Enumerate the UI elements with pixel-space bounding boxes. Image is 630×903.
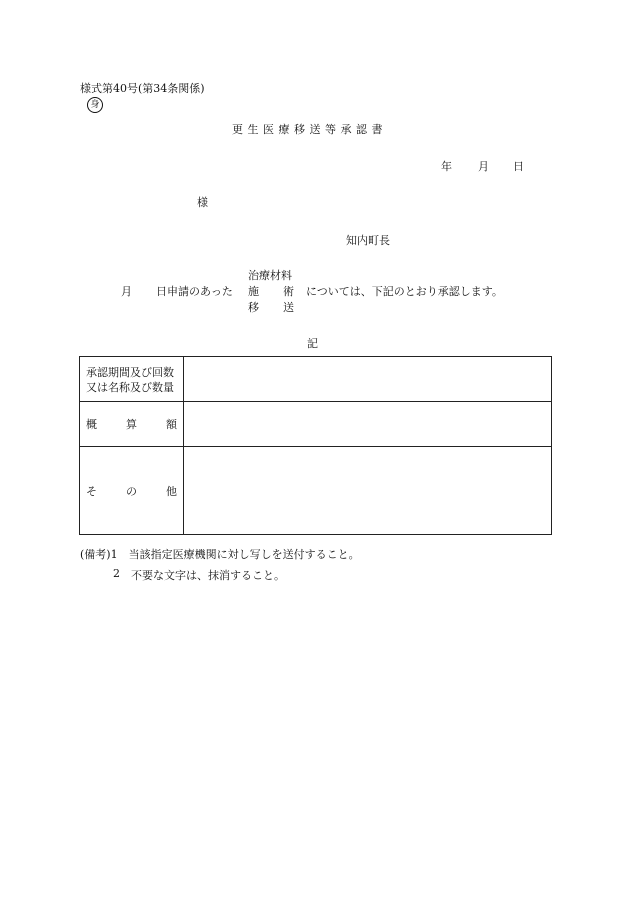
remarks-note-2-number: 2 [113, 567, 120, 580]
table-row-period-quantity [80, 357, 551, 402]
option-procedure [248, 283, 294, 299]
label-cell [80, 447, 184, 535]
estimated-amount-value[interactable] [184, 402, 551, 446]
issuer-name: 知内町長 [346, 234, 390, 247]
period-quantity-label [86, 365, 174, 395]
period-quantity-value[interactable] [184, 357, 551, 401]
label-line: 承認期間及び回数 [86, 366, 174, 379]
body-day-applied-text: 日申請のあった [156, 285, 233, 298]
option-transport-char: 移 [248, 301, 259, 314]
other-value[interactable] [184, 447, 551, 535]
label-cell [80, 402, 184, 446]
ki-heading: 記 [307, 337, 318, 350]
date-year-label: 年 [441, 160, 452, 173]
circled-character-mark: 身 [87, 97, 103, 113]
addressee-honorific: 様 [197, 196, 208, 209]
table-row-other [80, 447, 551, 535]
label-char: 他 [166, 485, 177, 498]
detail-table [79, 356, 552, 535]
table-row-estimated-amount [80, 402, 551, 447]
option-treatment-materials: 治療材料 [248, 269, 292, 282]
body-month-label: 月 [121, 285, 132, 298]
body-approval-text: については、下記のとおり承認します。 [306, 285, 503, 298]
remarks-note-1: (備考)1 当該指定医療機関に対し写しを送付すること。 [80, 548, 360, 561]
date-month-label: 月 [478, 160, 489, 173]
label-cell [80, 357, 184, 401]
form-number: 様式第40号(第34条関係) [80, 82, 205, 95]
option-procedure-char: 施 [248, 285, 259, 298]
other-label [86, 483, 177, 499]
label-char: そ [86, 485, 97, 498]
option-procedure-char: 術 [283, 285, 294, 298]
label-char: 概 [86, 418, 97, 431]
label-char: の [126, 485, 137, 498]
estimated-amount-label [86, 416, 177, 432]
remarks-note-2-text: 不要な文字は、抹消すること。 [131, 569, 285, 582]
label-char: 算 [126, 418, 137, 431]
date-day-label: 日 [513, 160, 524, 173]
document-title: 更生医療移送等承認書 [232, 123, 387, 136]
label-line: 又は名称及び数量 [86, 381, 174, 394]
label-char: 額 [166, 418, 177, 431]
option-transport-char: 送 [283, 301, 294, 314]
option-transport [248, 299, 294, 315]
